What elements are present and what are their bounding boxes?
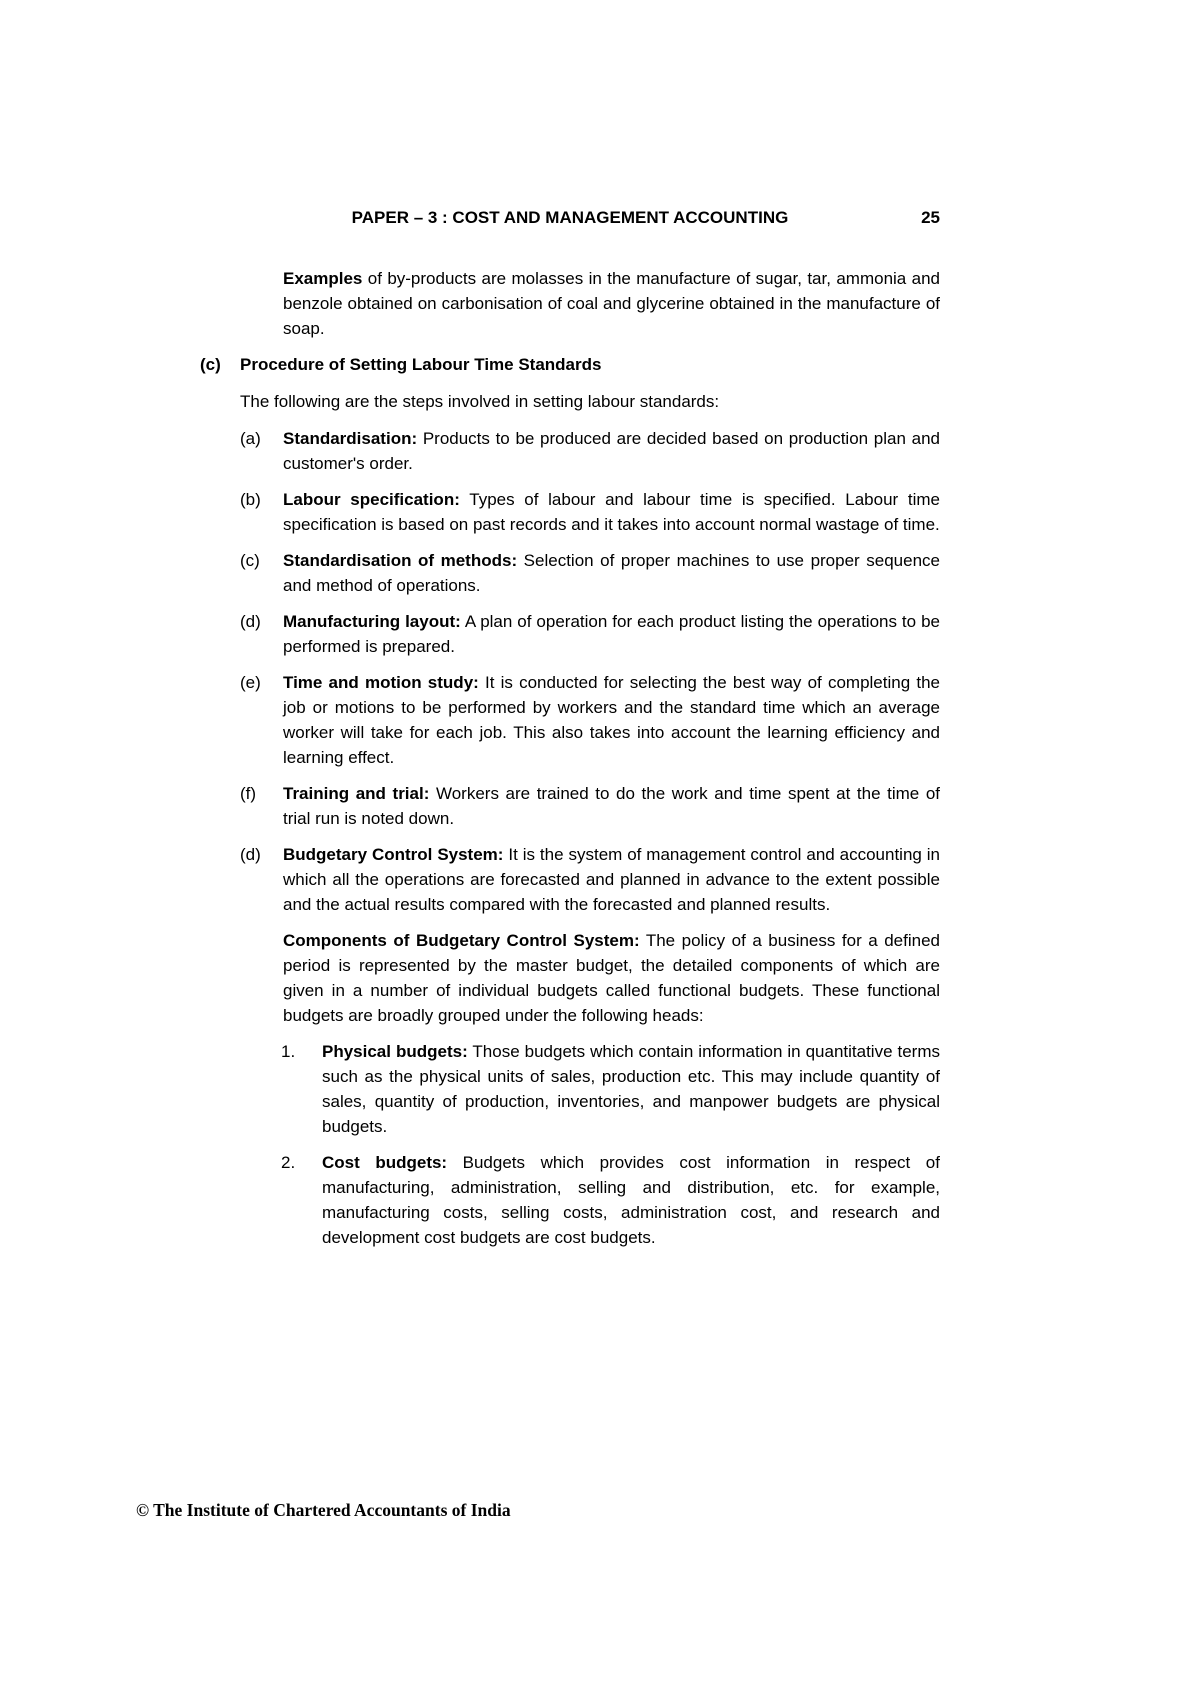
step-body [283,781,940,831]
examples-text: of by-products are molasses in the manufacture of sugar, tar, ammonia and benzole obtained on carbonisation of coal and glycerine obtained in the manufacture of soap. [283,269,940,338]
section-d-text: It is the system of management control and accounting in which all the operations are forecasted and planned in advance to the extent possible and the actual results compared with the forecasted and planned results. [283,845,940,914]
step-text: Workers are trained to do the work and time spent at the time of trial run is noted down. [283,784,941,828]
step-item-e [240,670,940,770]
copyright-footer: © The Institute of Chartered Accountants of India [136,1500,511,1520]
page-header [200,205,940,230]
step-body [283,670,940,770]
step-item-c [240,548,940,598]
step-label: (c) [240,551,260,570]
section-d-term: Budgetary Control System: [283,845,504,864]
step-label: (a) [240,429,261,448]
page-content [200,205,940,1261]
section-c-heading [200,352,940,377]
section-d-body [283,842,940,917]
page-number: 25 [921,208,940,227]
step-label: (f) [240,784,257,803]
step-text: Selection of proper machines to use proper sequence and method of operations. [283,551,940,595]
step-item-d [240,609,940,659]
step-item-b [240,487,940,537]
step-term: Standardisation: [283,429,418,448]
step-body [283,548,940,598]
step-item-a [240,426,940,476]
step-text: Types of labour and labour time is specified. Labour time specification is based on past records and it takes into account normal wastage of time. [283,490,940,534]
step-text: Products to be produced are decided based on production plan and customer's order. [283,429,940,473]
step-body [283,609,940,659]
step-term: Labour specification: [283,490,460,509]
budget-type-text: Budgets which provides cost information in respect of manufacturing, administration, selling and distribution, etc. for example, manufacturing costs, selling costs, administration cost, and research and development cost budgets are cost budgets. [322,1153,940,1247]
step-text: It is conducted for selecting the best way of completing the job or motions to be performed by workers and the standard time which an average worker will take for each job. This also takes into account the learning efficiency and learning effect. [283,673,940,767]
step-text: A plan of operation for each product listing the operations to be performed is prepared. [283,612,940,656]
section-d-item [240,842,940,917]
step-term: Standardisation of methods: [283,551,518,570]
examples-paragraph [283,266,940,341]
step-term: Time and motion study: [283,673,479,692]
budget-type-body [322,1039,940,1139]
step-term: Manufacturing layout: [283,612,461,631]
step-label: (d) [240,612,261,631]
section-c-title: Procedure of Setting Labour Time Standards [240,355,602,374]
step-body [283,426,940,476]
budget-type-item-1 [281,1039,940,1139]
examples-lead: Examples [283,269,363,288]
budget-type-label: 2. [281,1153,296,1172]
step-label: (e) [240,673,261,692]
components-paragraph [283,928,940,1028]
step-item-f [240,781,940,831]
step-term: Training and trial: [283,784,430,803]
budget-type-term: Cost budgets: [322,1153,448,1172]
budget-type-text: Those budgets which contain information in quantitative terms such as the physical units of sales, production etc. This may include quantity of sales, quantity of production, inventories, and manpower budgets are physical budgets. [322,1042,940,1136]
budget-type-label: 1. [281,1042,296,1061]
section-d-label: (d) [240,845,261,864]
budget-type-body [322,1150,940,1250]
section-c-intro: The following are the steps involved in setting labour standards: [240,392,720,411]
section-c-label: (c) [200,355,221,374]
budget-type-item-2 [281,1150,940,1250]
components-text: The policy of a business for a defined period is represented by the master budget, the detailed components of which are given in a number of individual budgets called functional budgets. These functional budgets are broadly grouped under the following heads: [283,931,940,1025]
budget-type-term: Physical budgets: [322,1042,468,1061]
components-term: Components of Budgetary Control System: [283,931,640,950]
page-title: PAPER – 3 : COST AND MANAGEMENT ACCOUNTING [351,208,789,227]
step-label: (b) [240,490,261,509]
step-body [283,487,940,537]
